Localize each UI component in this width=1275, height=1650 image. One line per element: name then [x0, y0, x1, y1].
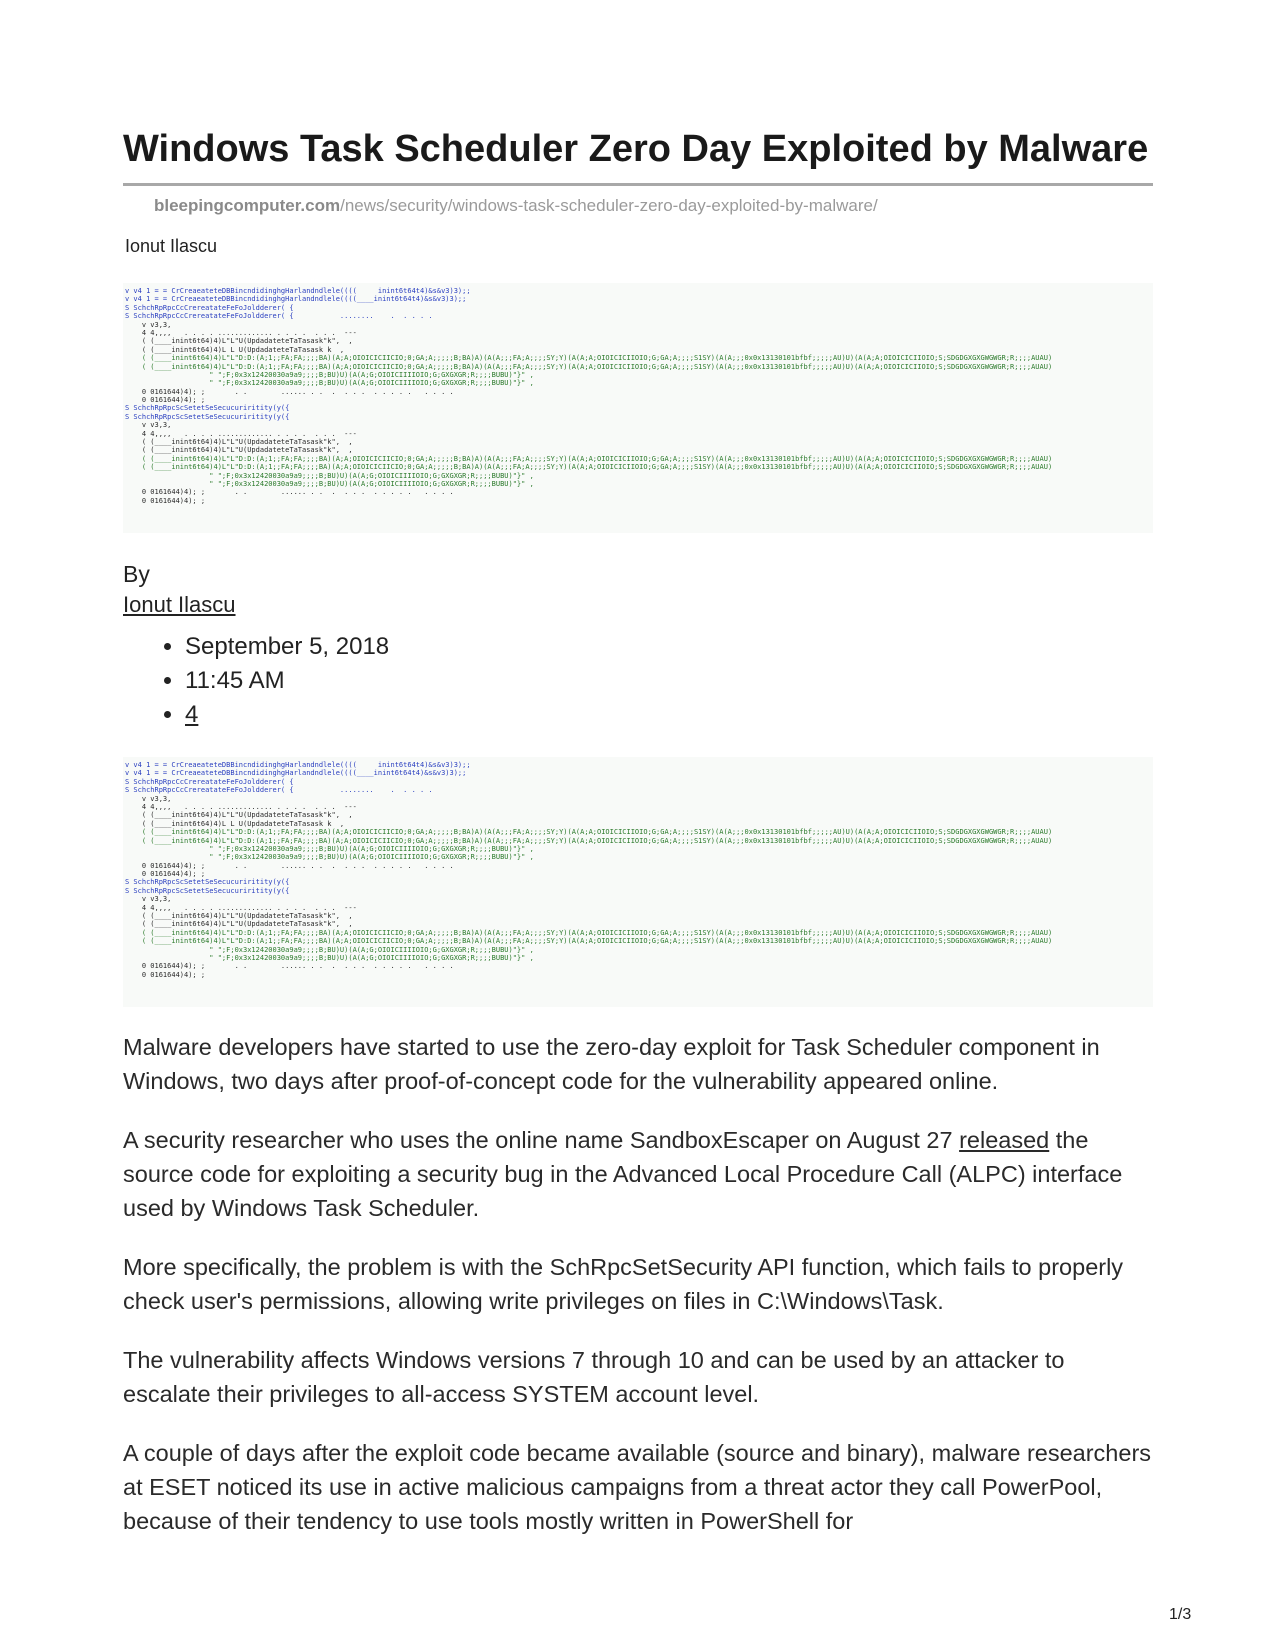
code-line: 0 0161644)4); ; [125, 396, 206, 405]
code-line: ( (____inint6t64)4)L L U(UpdadateteTaTasask k , [125, 345, 345, 354]
paragraph-2 [123, 1123, 1153, 1225]
code-line: S SchchRpRpcCcCrereatateFeFoJoldderer( { ........ . . . . . [125, 312, 433, 321]
code-line: " ";F;0x3x12420030a9a9;;;;B;BU)U)(A(A;G;OIOICIIIIOIO;G;GXGXGR;R;;;;BUBU)"}" , [125, 844, 534, 853]
code-line: " ";F;0x3x12420030a9a9;;;;B;BU)U)(A(A;G;OIOICIIIIOIO;G;GXGXGR;R;;;;BUBU)"}" , [125, 945, 534, 954]
code-line: ( (____inint6t64)4)L"L"D:D:(A;1;;FA;FA;;;;BA)(A;A;OIOICICIICIO;0;GA;A;;;;;B;BA)A)(A(A;;;FA;A;;;;SY;Y)(A(A;A;OIOICICIIOIO;G;GA;A;;;;S1SY)(A(A;;;0x0x13130101bfbf;;;;;AU)U)(A(A;A;OIOICICIIOIO;S;SDGDGXGXGWGWGR;R;;;;AUAU) [125, 836, 1053, 845]
code-line: " ";F;0x3x12420030a9a9;;;;B;BU)U)(A(A;G;OIOICIIIIOIO;G;GXGXGR;R;;;;BUBU)"}" , [125, 479, 534, 488]
code-line: S SchchRpRpcScSetetSeSecucuriritity(y({ [125, 404, 290, 413]
code-line: S SchchRpRpcCcCrereatateFeFoJoldderer( { [125, 303, 294, 312]
code-line: v v4 1 = = CrCreaeateteDBBincndidinghgHarlandndlele(((( inint6t64t4)&s&v3)3);; [125, 287, 471, 295]
code-line: ( (____inint6t64)4)L"L"U(UpdadateteTaTasask"k", , [125, 920, 353, 929]
paragraph-2-start: A security researcher who uses the online name SandboxEscaper on August 27 [123, 1127, 960, 1153]
code-line: ( (____inint6t64)4)L"L"D:D:(A;1;;FA;FA;;;;BA)(A;A;OIOICICIICIO;0;GA;A;;;;;B;BA)A)(A(A;;;FA;A;;;;SY;Y)(A(A;A;OIOICICIIOIO;G;GA;A;;;;S1SY)(A(A;;;0x0x13130101bfbf;;;;;AU)U)(A(A;A;OIOICICIIOIO;S;SDGDGXGXGWGWGR;R;;;;AUAU) [125, 928, 1053, 937]
article-meta-list [123, 630, 389, 732]
code-line: " ";F;0x3x12420030a9a9;;;;B;BU)U)(A(A;G;OIOICIIIIOIO;G;GXGXGR;R;;;;BUBU)"}" , [125, 370, 534, 379]
code-line: ( (____inint6t64)4)L"L"U(UpdadateteTaTasask"k", , [125, 912, 353, 921]
url-path: /news/security/windows-task-scheduler-zero-day-exploited-by-malware/ [340, 196, 878, 215]
code-line: ( (____inint6t64)4)L"L"D:D:(A;1;;FA;FA;;;;BA)(A;A;OIOICICIICIO;0;GA;A;;;;;B;BA)A)(A(A;;;FA;A;;;;SY;Y)(A(A;A;OIOICICIIOIO;G;GA;A;;;;S1SY)(A(A;;;0x0x13130101bfbf;;;;;AU)U)(A(A;A;OIOICICIIOIO;S;SDGDGXGXGWGWGR;R;;;;AUAU) [125, 454, 1053, 463]
code-line: v v3,3, [125, 794, 172, 803]
source-url [154, 196, 878, 216]
code-line: ( (____inint6t64)4)L"L"D:D:(A;1;;FA;FA;;;;BA)(A;A;OIOICICIICIO;0;GA;A;;;;;B;BA)A)(A(A;;;FA;A;;;;SY;Y)(A(A;A;OIOICICIIOIO;G;GA;A;;;;S1SY)(A(A;;;0x0x13130101bfbf;;;;;AU)U)(A(A;A;OIOICICIIOIO;S;SDGDGXGXGWGWGR;R;;;;AUAU) [125, 362, 1053, 371]
code-line: 0 0161644)4); ; [125, 970, 206, 979]
code-line: S SchchRpRpcScSetetSeSecucuriritity(y({ [125, 878, 290, 887]
code-line: 0 0161644)4); ; . . ...... . . . . . . . . . . . . . . . [125, 861, 454, 870]
article-time-text: 11:45 AM [185, 667, 285, 694]
author-name-top: Ionut Ilascu [125, 236, 218, 256]
code-line: 0 0161644)4); ; . . ...... . . . . . . . . . . . . . . . [125, 962, 454, 971]
code-line: ( (____inint6t64)4)L L U(UpdadateteTaTasask k , [125, 819, 345, 828]
code-line: S SchchRpRpcScSetetSeSecucuriritity(y({ [125, 886, 290, 895]
paragraph-4: The vulnerability affects Windows versions 7 through 10 and can be used by an attacker to escalate their privileges to all-access SYSTEM account level. [123, 1347, 1065, 1407]
code-line: ( (____inint6t64)4)L"L"D:D:(A;1;;FA;FA;;;;BA)(A;A;OIOICICIICIO;0;GA;A;;;;;B;BA)A)(A(A;;;FA;A;;;;SY;Y)(A(A;A;OIOICICIIOIO;G;GA;A;;;;S1SY)(A(A;;;0x0x13130101bfbf;;;;;AU)U)(A(A;A;OIOICICIIOIO;S;SDGDGXGXGWGWGR;R;;;;AUAU) [125, 463, 1053, 472]
paragraph-5: A couple of days after the exploit code became available (source and binary), malware researchers at ESET noticed its use in active malicious campaigns from a threat actor they call PowerPool, because of their tendency to use tools mostly written in PowerShell for [123, 1440, 1152, 1534]
code-line: 0 0161644)4); ; [125, 870, 206, 879]
code-line: 4 4,,,, . . . . ............. . . . . . . . --- [125, 903, 357, 912]
code-line: v v3,3, [125, 895, 172, 904]
code-line: 0 0161644)4); ; [125, 496, 206, 505]
code-line: v v4 1 = = CrCreaeateteDBBincndidinghgHarlandndlele(((( inint6t64t4)&s&v3)3);; [125, 761, 471, 769]
article-date-text: September 5, 2018 [185, 633, 390, 660]
code-line: 4 4,,,, . . . . ............. . . . . . . . --- [125, 328, 357, 337]
code-line: ( (____inint6t64)4)L"L"U(UpdadateteTaTasask"k", , [125, 811, 353, 820]
comments-count [185, 698, 389, 732]
code-line: 4 4,,,, . . . . ............. . . . . . . . --- [125, 802, 357, 811]
code-line: v v3,3, [125, 320, 172, 329]
article-title: Windows Task Scheduler Zero Day Exploited by Malware [123, 128, 1149, 170]
article-date [185, 630, 389, 664]
code-line: ( (____inint6t64)4)L"L"U(UpdadateteTaTasask"k", , [125, 337, 353, 346]
title-divider [123, 183, 1153, 186]
comments-link[interactable]: 4 [185, 701, 199, 728]
article-time [185, 664, 389, 698]
code-line: S SchchRpRpcCcCrereatateFeFoJoldderer( { ........ . . . . . [125, 786, 433, 795]
url-domain: bleepingcomputer.com [154, 196, 341, 215]
code-line: v v4 1 = = CrCreaeateteDBBincndidinghgHarlandndlele((((____inint6t64t4)&s&v3)3);; [125, 295, 467, 304]
byline-label: By [123, 561, 150, 587]
author-link[interactable]: Ionut Ilascu [123, 592, 236, 617]
code-line: " ";F;0x3x12420030a9a9;;;;B;BU)U)(A(A;G;OIOICIIIIOIO;G;GXGXGR;R;;;;BUBU)"}" , [125, 953, 534, 962]
code-line: 4 4,,,, . . . . ............. . . . . . . . --- [125, 429, 357, 438]
code-screenshot-image [123, 283, 1153, 533]
paragraph-3: More specifically, the problem is with the SchRpcSetSecurity API function, which fails to properly check user's permissions, allowing write privileges on files in C:\Windows\Task. [123, 1254, 1124, 1314]
code-line: " ";F;0x3x12420030a9a9;;;;B;BU)U)(A(A;G;OIOICIIIIOIO;G;GXGXGR;R;;;;BUBU)"}" , [125, 379, 534, 388]
code-screenshot-image-repeat [123, 757, 1153, 1007]
code-line: S SchchRpRpcScSetetSeSecucuriritity(y({ [125, 412, 290, 421]
code-line: ( (____inint6t64)4)L"L"U(UpdadateteTaTasask"k", , [125, 438, 353, 447]
code-line: ( (____inint6t64)4)L"L"D:D:(A;1;;FA;FA;;;;BA)(A;A;OIOICICIICIO;0;GA;A;;;;;B;BA)A)(A(A;;;FA;A;;;;SY;Y)(A(A;A;OIOICICIIOIO;G;GA;A;;;;S1SY)(A(A;;;0x0x13130101bfbf;;;;;AU)U)(A(A;A;OIOICICIIOIO;S;SDGDGXGXGWGWGR;R;;;;AUAU) [125, 354, 1053, 363]
code-line: ( (____inint6t64)4)L"L"D:D:(A;1;;FA;FA;;;;BA)(A;A;OIOICICIICIO;0;GA;A;;;;;B;BA)A)(A(A;;;FA;A;;;;SY;Y)(A(A;A;OIOICICIIOIO;G;GA;A;;;;S1SY)(A(A;;;0x0x13130101bfbf;;;;;AU)U)(A(A;A;OIOICICIIOIO;S;SDGDGXGXGWGWGR;R;;;;AUAU) [125, 828, 1053, 837]
code-line: " ";F;0x3x12420030a9a9;;;;B;BU)U)(A(A;G;OIOICIIIIOIO;G;GXGXGR;R;;;;BUBU)"}" , [125, 471, 534, 480]
paragraph-2-end: the source code for exploiting a security bug in the Advanced Local Procedure Call (ALPC) interface used by Windows Task Scheduler. [123, 1127, 1123, 1221]
released-link[interactable]: released [959, 1127, 1050, 1153]
code-line: 0 0161644)4); ; . . ...... . . . . . . . . . . . . . . . [125, 488, 454, 497]
code-line: 0 0161644)4); ; . . ...... . . . . . . . . . . . . . . . [125, 387, 454, 396]
code-line: " ";F;0x3x12420030a9a9;;;;B;BU)U)(A(A;G;OIOICIIIIOIO;G;GXGXGR;R;;;;BUBU)"}" , [125, 853, 534, 862]
paragraph-1: Malware developers have started to use the zero-day exploit for Task Scheduler component in Windows, two days after proof-of-concept code for the vulnerability appeared online. [123, 1034, 1100, 1094]
code-line: ( (____inint6t64)4)L"L"U(UpdadateteTaTasask"k", , [125, 446, 353, 455]
page-number: 1/3 [1169, 1606, 1192, 1623]
code-line: v v4 1 = = CrCreaeateteDBBincndidinghgHarlandndlele((((____inint6t64t4)&s&v3)3);; [125, 769, 467, 778]
article-body [123, 1030, 1153, 1563]
code-line: S SchchRpRpcCcCrereatateFeFoJoldderer( { [125, 777, 294, 786]
code-line: v v3,3, [125, 421, 172, 430]
code-line: ( (____inint6t64)4)L"L"D:D:(A;1;;FA;FA;;;;BA)(A;A;OIOICICIICIO;0;GA;A;;;;;B;BA)A)(A(A;;;FA;A;;;;SY;Y)(A(A;A;OIOICICIIOIO;G;GA;A;;;;S1SY)(A(A;;;0x0x13130101bfbf;;;;;AU)U)(A(A;A;OIOICICIIOIO;S;SDGDGXGXGWGWGR;R;;;;AUAU) [125, 937, 1053, 946]
